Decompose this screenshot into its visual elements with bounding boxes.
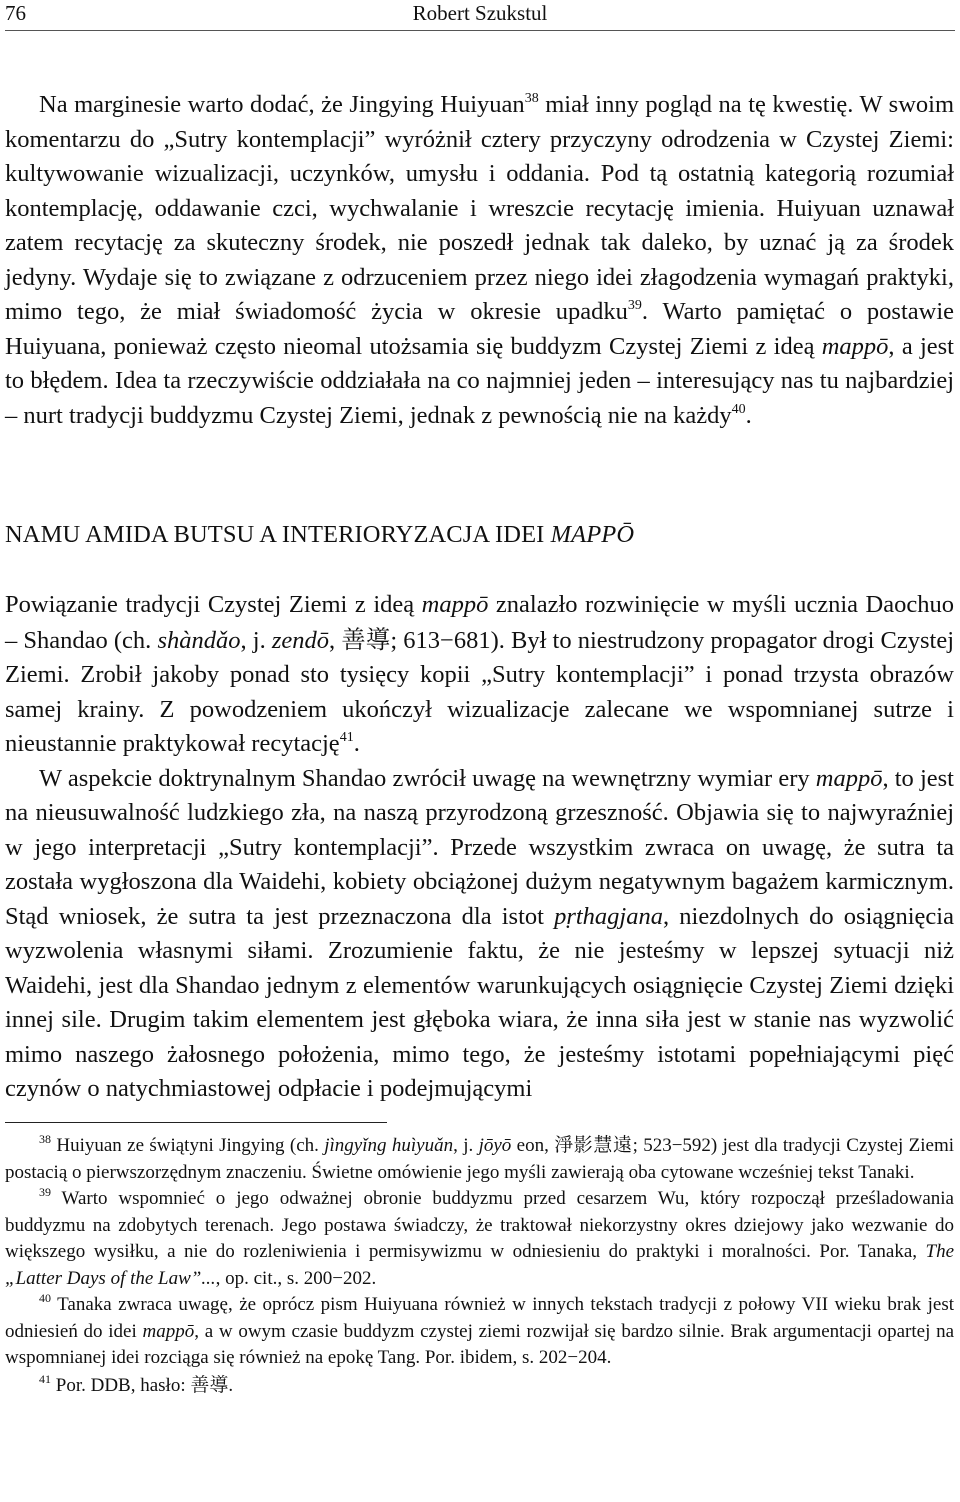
text-run: Powiązanie tradycji Czystej Ziemi z ideą [5,591,422,618]
body-paragraph [5,588,954,762]
heading-text: NAMU AMIDA BUTSU A INTERIORYZACJA IDEI [5,521,551,548]
italic-term: shàndǎo [157,626,241,654]
body-paragraph [5,762,954,1107]
text-run: , niezdolnych do osiągnięcia wyzwolenia własnymi siłami. Zrozumienie faktu, że nie jesteśmy w lepszej sytuacji niż Waidehi, jest dla Shandao jednym z elementów warunkujących osiągnięcie Czystej Ziemi dzięki innej sile. Drugim takim elementem jest głęboka wiara, że inna siła jest w stanie nas wyzwolić mimo naszego żałosnego położenia, mimo tego, że jesteśmy istotami popełniającymi pięć czynów o natychmiastowej odpłacie i podejmującymi [5,902,954,1102]
footnote-40 [5,1292,954,1372]
italic-title: The „Latter Days of the Law”... [5,1241,954,1289]
text-run: Huiyuan ze świątyni Jingying (ch. [51,1135,325,1156]
footnote-ref: 38 [524,91,539,106]
running-header-author: Robert Szukstul [412,1,548,25]
cjk-term: 淨影慧遠 [554,1134,633,1156]
page-number: 76 [5,1,26,25]
italic-term: mappō [815,764,883,792]
header-rule [5,30,955,31]
text-run: Na marginesie warto dodać, że Jingying Huiyuan [39,91,525,118]
section-shandao [5,588,954,1107]
footnote-number: 41 [39,1371,51,1386]
text-run: eon, [511,1135,555,1156]
italic-term: mappō [421,591,489,618]
text-run: , op. cit., s. 200−202. [215,1267,377,1289]
footnote-number: 39 [39,1185,51,1199]
text-run: , a w owym czasie buddyzm czystej ziemi rozwijał się bardzo silnie. Brak argumentacji opartej na wspomnianej idei rozciąga się również na epokę Tang. Por. ibidem, s. 202−204. [5,1320,955,1368]
italic-term: jōyō [478,1135,512,1156]
text-run: . Warto pamiętać o postawie Huiyuana, ponieważ często nieomal utożsamia się buddyzm Czystej Ziemi z ideą [5,298,954,360]
footnotes [5,1132,954,1399]
text-run: . [745,401,752,429]
text-run: Por. DDB, hasło: [51,1374,191,1396]
text-run: Warto wspomnieć o jego odważnej obronie buddyzmu przed cesarzem Wu, który rozpoczął prześladowania buddyzmu na zdobytych terenach. Jego postawa świadczy, że traktował niekorzystny okres dziejowy jako wezwanie do większego wysiłku, a nie do rozleniwienia i permisywizmu w odniesieniu do praktyki i moralności. Por. Tanaka, [5,1188,954,1262]
text-run: , [329,626,342,654]
text-run: ; 613−681). Był to niestrudzony propagator drogi Czystej Ziemi. Zrobił jakoby ponad sto tysięcy kopii „Sutry kontemplacji” i ponad trzysta obrazów samej krainy. Z powodzeniem ukończył wizualizacje zalecane we wspomnianej sutrze i nieustannie praktykował recytację [5,626,955,757]
section-heading [5,518,634,552]
footnote-41 [5,1372,954,1400]
cjk-term: 善導 [341,624,391,654]
italic-term: pṛthagjana [554,902,663,930]
footnote-ref: 41 [339,730,354,745]
running-header [5,0,955,30]
heading-italic: MAPPŌ [550,521,635,548]
section-intro [5,88,954,433]
text-run: , j. [453,1135,479,1156]
footnote-38 [5,1132,954,1186]
text-run: znalazło rozwinięcie w myśli ucznia Daochuo – Shandao (ch. [5,591,955,654]
text-run: miał inny pogląd na tę kwestię. W swoim komentarzu do „Sutry kontemplacji” wyróżnił cztery przyczyny odrodzenia w Czystej Ziemi: kultywowanie wizualizacji, uczynków, umysłu i oddania. Pod tą ostatnią kategorią rozumiał kontemplację, oddawanie czci, wychwalanie i wreszcie recytację imienia. Huiyuan uznawał zatem recytację za skuteczny środek, nie poszedł jednak tak daleko, by uznać ją za środek jedyny. Wydaje się to związane z odrzuceniem przez niego idei złagodzenia wymagań praktyki, mimo tego, że miał świadomość życia w okresie upadku [5,91,954,325]
footnote-ref: 39 [627,298,642,313]
footnote-rule [5,1122,387,1123]
body-paragraph [5,88,954,433]
italic-term: jìngyǐng huìyuǎn [324,1135,454,1156]
footnote-39 [5,1186,954,1292]
cjk-term: 善導 [190,1373,229,1396]
footnote-number: 40 [39,1291,51,1305]
text-run: . [228,1374,234,1396]
text-run: , j. [240,626,272,654]
italic-term: mappō [821,332,889,360]
text-run: . [353,730,360,757]
text-run: W aspekcie doktrynalnym Shandao zwrócił uwagę na wewnętrzny wymiar ery [39,764,816,792]
text-run: ; 523−592) jest dla tradycji Czystej Ziemi postacią o pierwszorzędnym znaczeniu. Świetne omówienie jego myśli zawierają oba cytowane wcześniej tekst Tanaki. [5,1135,955,1183]
text-run: Tanaka zwraca uwagę, że oprócz pism Huiyuana również w innych tekstach tradycji z połowy VII wieku brak jest odniesień do idei [5,1294,954,1342]
italic-term: zendō [271,626,330,654]
text-run: , to jest na nieusuwalność ludzkiego zła, na naszą przyrodzoną grzeszność. Objawia się to najwyraźniej w jego interpretacji „Sutry kontemplacji”. Przede wszystkim zwraca on uwagę, że sutra ta została wygłoszona dla Waidehi, kobiety obciążonej dużym negatywnym bagażem karmicznym. Stąd wniosek, że sutra ta jest przeznaczona dla istot [5,764,954,930]
italic-term: mappō [142,1320,195,1342]
footnote-number: 38 [39,1132,51,1146]
footnote-ref: 40 [731,401,746,417]
text-run: , a jest to błędem. Idea ta rzeczywiście oddziałała na co najmniej jeden – interesujący nas tu najbardziej – nurt tradycji buddyzmu Czystej Ziemi, jednak z pewnością nie na każdy [5,332,954,429]
